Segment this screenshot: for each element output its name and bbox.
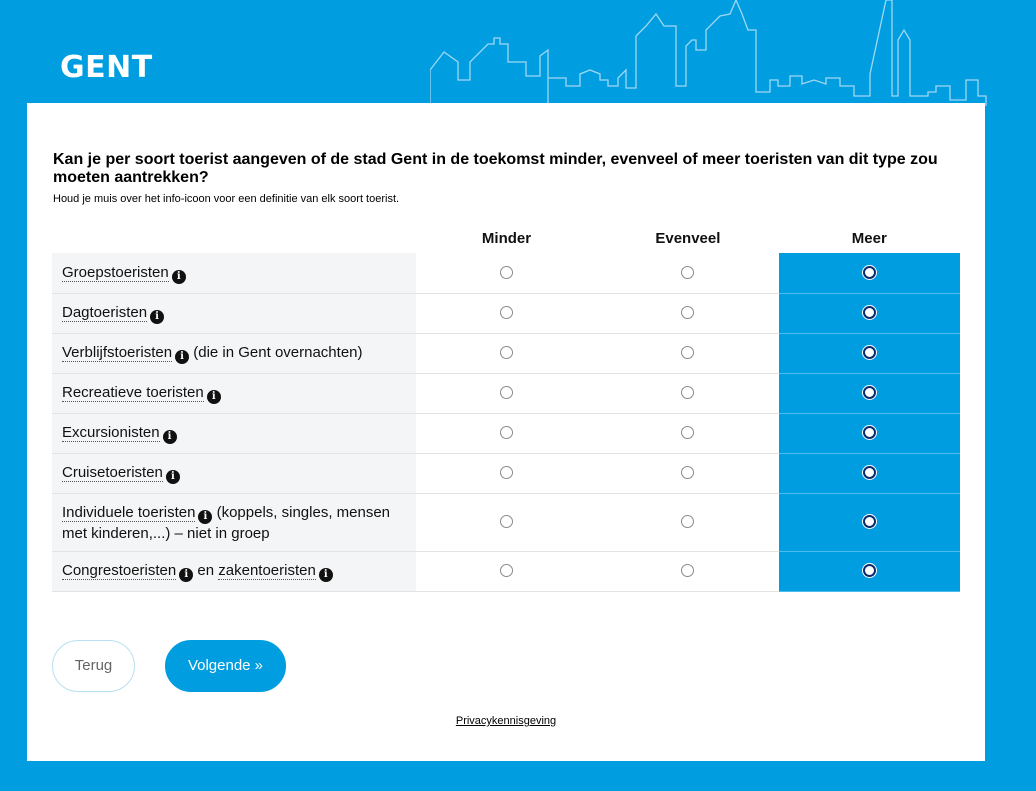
column-header-meer: Meer bbox=[851, 229, 887, 247]
radio-evenveel[interactable] bbox=[681, 306, 694, 319]
radio-meer[interactable] bbox=[863, 346, 876, 359]
column-header-evenveel: Evenveel bbox=[655, 229, 721, 247]
row-suffix-text: (die in Gent overnachten) bbox=[193, 344, 363, 361]
matrix-row bbox=[52, 493, 960, 551]
option-cell-minder[interactable] bbox=[416, 333, 597, 373]
matrix-row bbox=[52, 373, 960, 413]
privacy-link[interactable]: Privacykennisgeving bbox=[455, 715, 557, 727]
option-cell-meer[interactable] bbox=[779, 453, 960, 493]
radio-minder[interactable] bbox=[500, 466, 513, 479]
row-suffix-text: en bbox=[197, 562, 215, 579]
tourist-type-term: Verblijfstoeristen bbox=[62, 344, 173, 361]
row-label bbox=[52, 253, 416, 293]
option-cell-meer[interactable] bbox=[779, 253, 960, 293]
row-label bbox=[52, 493, 416, 551]
option-cell-evenveel[interactable] bbox=[597, 493, 778, 551]
next-button[interactable]: Volgende » bbox=[165, 640, 286, 692]
info-icon[interactable]: i bbox=[207, 390, 221, 404]
option-cell-minder[interactable] bbox=[416, 293, 597, 333]
matrix-row bbox=[52, 333, 960, 373]
row-label bbox=[52, 551, 416, 591]
option-cell-minder[interactable] bbox=[416, 413, 597, 453]
radio-minder[interactable] bbox=[500, 266, 513, 279]
row-label bbox=[52, 373, 416, 413]
info-icon[interactable]: i bbox=[172, 270, 186, 284]
tourist-type-term: Congrestoeristen bbox=[62, 562, 177, 579]
radio-meer[interactable] bbox=[863, 515, 876, 528]
tourist-type-term: Excursionisten bbox=[62, 424, 160, 441]
info-icon[interactable]: i bbox=[198, 510, 212, 524]
option-cell-meer[interactable] bbox=[779, 493, 960, 551]
back-button[interactable]: Terug bbox=[52, 640, 135, 692]
survey-card bbox=[27, 103, 985, 761]
option-cell-evenveel[interactable] bbox=[597, 253, 778, 293]
option-cell-evenveel[interactable] bbox=[597, 453, 778, 493]
info-icon[interactable]: i bbox=[166, 470, 180, 484]
row-label bbox=[52, 413, 416, 453]
row-label bbox=[52, 293, 416, 333]
row-label bbox=[52, 453, 416, 493]
option-cell-minder[interactable] bbox=[416, 551, 597, 591]
radio-evenveel[interactable] bbox=[681, 426, 694, 439]
matrix-row bbox=[52, 293, 960, 333]
radio-evenveel[interactable] bbox=[681, 266, 694, 279]
matrix-row bbox=[52, 453, 960, 493]
header bbox=[0, 0, 1036, 106]
tourist-type-term: zakentoeristen bbox=[218, 562, 316, 579]
radio-minder[interactable] bbox=[500, 564, 513, 577]
column-header-minder: Minder bbox=[481, 229, 532, 247]
option-cell-evenveel[interactable] bbox=[597, 413, 778, 453]
radio-meer[interactable] bbox=[863, 266, 876, 279]
radio-meer[interactable] bbox=[863, 466, 876, 479]
radio-evenveel[interactable] bbox=[681, 346, 694, 359]
option-cell-minder[interactable] bbox=[416, 373, 597, 413]
row-label bbox=[52, 333, 416, 373]
radio-evenveel[interactable] bbox=[681, 386, 694, 399]
option-cell-minder[interactable] bbox=[416, 453, 597, 493]
option-cell-evenveel[interactable] bbox=[597, 373, 778, 413]
info-icon[interactable]: i bbox=[175, 350, 189, 364]
info-icon[interactable]: i bbox=[150, 310, 164, 324]
question-title: Kan je per soort toerist aangeven of de stad Gent in de toekomst minder, evenveel of meer toeristen van dit type zou moeten aantrekken? bbox=[53, 151, 938, 186]
option-cell-meer[interactable] bbox=[779, 413, 960, 453]
radio-meer[interactable] bbox=[863, 564, 876, 577]
tourist-type-term: Individuele toeristen bbox=[62, 503, 196, 521]
radio-minder[interactable] bbox=[500, 306, 513, 319]
radio-evenveel[interactable] bbox=[681, 515, 694, 528]
radio-meer[interactable] bbox=[863, 426, 876, 439]
answer-matrix bbox=[52, 223, 960, 592]
option-cell-evenveel[interactable] bbox=[597, 551, 778, 591]
info-icon[interactable]: i bbox=[319, 568, 333, 582]
option-cell-minder[interactable] bbox=[416, 253, 597, 293]
gent-logo: GENT bbox=[60, 50, 153, 85]
radio-meer[interactable] bbox=[863, 306, 876, 319]
tourist-type-term: Groepstoeristen bbox=[62, 263, 169, 281]
radio-minder[interactable] bbox=[500, 515, 513, 528]
matrix-row bbox=[52, 253, 960, 293]
radio-evenveel[interactable] bbox=[681, 466, 694, 479]
tourist-type-term: Recreatieve toeristen bbox=[62, 384, 204, 401]
skyline-illustration bbox=[430, 0, 1036, 106]
radio-evenveel[interactable] bbox=[681, 564, 694, 577]
option-cell-meer[interactable] bbox=[779, 373, 960, 413]
option-cell-evenveel[interactable] bbox=[597, 333, 778, 373]
option-cell-meer[interactable] bbox=[779, 551, 960, 591]
matrix-body bbox=[52, 253, 960, 591]
tourist-type-term: Dagtoeristen bbox=[62, 304, 148, 321]
radio-minder[interactable] bbox=[500, 386, 513, 399]
info-icon[interactable]: i bbox=[163, 430, 177, 444]
matrix-header-row bbox=[52, 223, 960, 253]
radio-minder[interactable] bbox=[500, 426, 513, 439]
radio-minder[interactable] bbox=[500, 346, 513, 359]
matrix-corner bbox=[52, 223, 416, 253]
option-cell-meer[interactable] bbox=[779, 293, 960, 333]
tourist-type-term: Cruisetoeristen bbox=[62, 464, 163, 481]
radio-meer[interactable] bbox=[863, 386, 876, 399]
question-hint: Houd je muis over het info-icoon voor een definitie van elk soort toerist. bbox=[53, 193, 400, 205]
option-cell-meer[interactable] bbox=[779, 333, 960, 373]
info-icon[interactable]: i bbox=[179, 568, 193, 582]
matrix-row bbox=[52, 551, 960, 591]
option-cell-evenveel[interactable] bbox=[597, 293, 778, 333]
matrix-row bbox=[52, 413, 960, 453]
option-cell-minder[interactable] bbox=[416, 493, 597, 551]
row-suffix-text: (koppels, singles, mensen met kinderen,...) – niet in groep bbox=[62, 503, 391, 542]
